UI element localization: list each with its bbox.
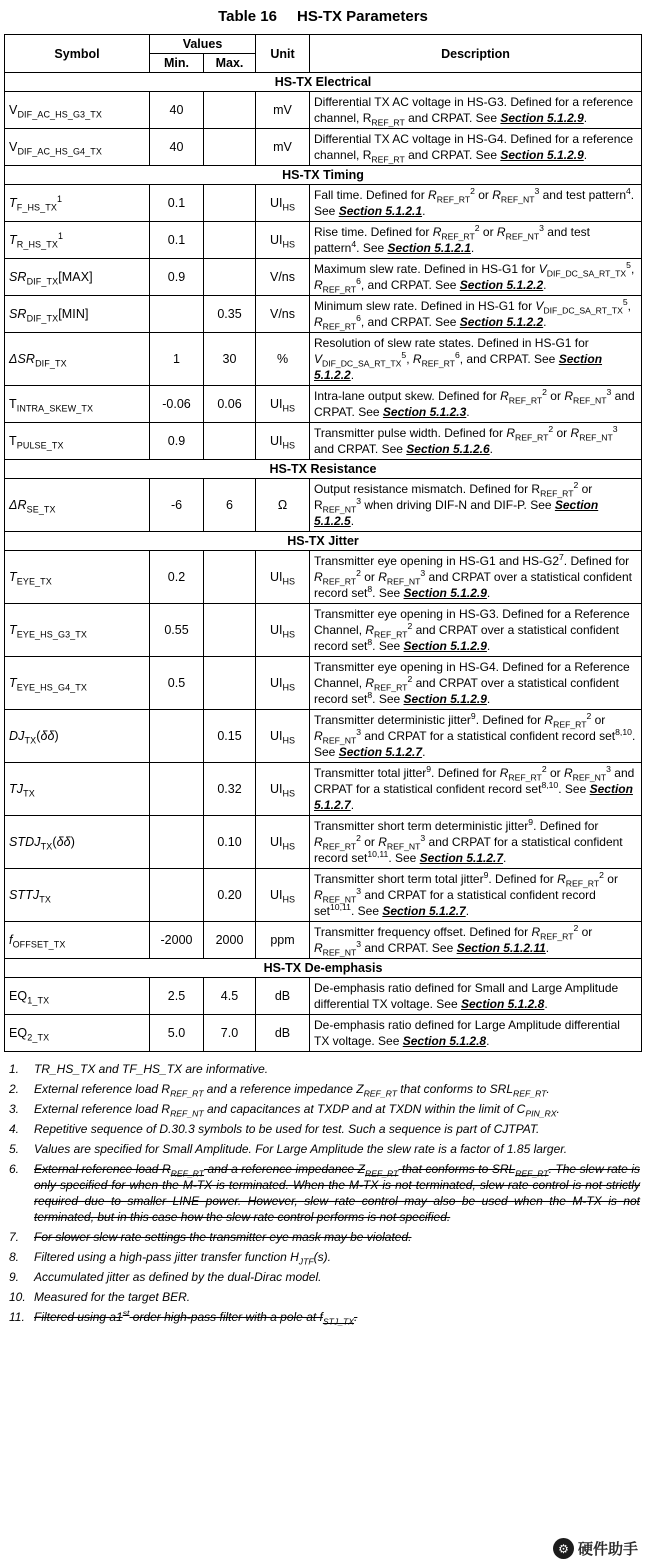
max-value-cell: 0.06 <box>204 386 256 423</box>
footnote <box>9 1249 642 1265</box>
parameters-table <box>4 34 642 1052</box>
description-cell: Maximum slew rate. Defined in HS-G1 for $V_{DIF\_DC\_SA\_RT\_TX}^5$, $R_{REF\_RT}^6$, and CRPAT. See Section 5.1.2.2. <box>310 259 642 296</box>
table-row <box>5 92 642 129</box>
unit-cell: $UI_{HS}$ <box>256 604 310 657</box>
description-cell: Transmitter eye opening in HS-G1 and $HS-G2^7$. Defined for $R_{REF\_RT}^2$ or $R_{REF\_NT}^3$ and CRPAT over a statistical confident record set$^8$. See Section 5.1.2.9. <box>310 551 642 604</box>
max-value-cell <box>204 657 256 710</box>
footnote-text: External reference load $R_{REF\_NT}$ and capacitances at TXDP and at TXDN within the limit of $C_{PIN\_RX}$. <box>34 1102 560 1119</box>
min-value-cell <box>150 296 204 333</box>
max-value-cell <box>204 92 256 129</box>
symbol-cell: $T_{F\_HS\_TX}^1$ <box>5 185 150 222</box>
table-row <box>5 978 642 1015</box>
max-value-cell <box>204 423 256 460</box>
description-cell: Transmitter eye opening in HS-G3. Defined for a Reference Channel, $R_{REF\_RT}^2$ and CRPAT over a statistical confident record set$^8$. See Section 5.1.2.9. <box>310 604 642 657</box>
unit-cell: $UI_{HS}$ <box>256 710 310 763</box>
footnote-text: External reference load $R_{REF\_RT}$ and a reference impedance $Z_{REF\_RT}$ that conforms to $SRL_{REF\_RT}$. <box>34 1082 550 1099</box>
column-header-min: Min. <box>150 54 204 73</box>
footnote-number: 2. <box>9 1082 20 1096</box>
description-cell: Intra-lane output skew. Defined for $R_{REF\_RT}^2$ or $R_{REF\_NT}^3$ and CRPAT. See Section 5.1.2.3. <box>310 386 642 423</box>
footnote <box>9 1141 642 1157</box>
table-row <box>5 763 642 816</box>
description-cell: Rise time. Defined for $R_{REF\_RT}^2$ or $R_{REF\_NT}^3$ and test pattern$^4$. See Section 5.1.2.1. <box>310 222 642 259</box>
unit-cell: $UI_{HS}$ <box>256 763 310 816</box>
symbol-cell: $V_{DIF\_AC\_HS\_G3\_TX}$ <box>5 92 150 129</box>
unit-cell: $UI_{HS}$ <box>256 816 310 869</box>
footnote-text: Accumulated jitter as defined by the dual-Dirac model. <box>34 1270 322 1284</box>
unit-cell: V/ns <box>256 259 310 296</box>
symbol-cell: $T_{R\_HS\_TX}^1$ <box>5 222 150 259</box>
max-value-cell <box>204 551 256 604</box>
footnote-number: 5. <box>9 1142 20 1156</box>
symbol-cell: $DJ_{TX}(\delta\delta)$ <box>5 710 150 763</box>
min-value-cell <box>150 710 204 763</box>
min-value-cell: -6 <box>150 479 204 532</box>
min-value-cell: 0.5 <box>150 657 204 710</box>
unit-cell: $UI_{HS}$ <box>256 657 310 710</box>
footnote-number: 9. <box>9 1270 20 1284</box>
footnote <box>9 1121 642 1137</box>
unit-cell: mV <box>256 129 310 166</box>
table-row <box>5 333 642 386</box>
table-row <box>5 922 642 959</box>
section-row <box>5 166 642 185</box>
symbol-cell: $T_{EYE\_HS\_G4\_TX}$ <box>5 657 150 710</box>
min-value-cell: 40 <box>150 92 204 129</box>
description-cell: Output resistance mismatch. Defined for $R_{REF\_RT}^2$ or $R_{REF\_NT}^3$ when driving DIF-N and DIF-P. See Section 5.1.2.5. <box>310 479 642 532</box>
footnote-number: 7. <box>9 1230 20 1244</box>
table-caption: HS-TX Parameters <box>297 8 428 25</box>
min-value-cell: 5.0 <box>150 1015 204 1052</box>
unit-cell: Ω <box>256 479 310 532</box>
unit-cell: $UI_{HS}$ <box>256 222 310 259</box>
footnote <box>9 1309 642 1325</box>
max-value-cell: 6 <box>204 479 256 532</box>
unit-cell: V/ns <box>256 296 310 333</box>
max-value-cell: 0.20 <box>204 869 256 922</box>
section-row <box>5 959 642 978</box>
table-row <box>5 869 642 922</box>
unit-cell: dB <box>256 978 310 1015</box>
watermark-text: 硬件助手 <box>577 1541 638 1558</box>
table-row <box>5 423 642 460</box>
symbol-cell: $TJ_{TX}$ <box>5 763 150 816</box>
section-title: HS-TX Timing <box>5 166 642 185</box>
min-value-cell <box>150 816 204 869</box>
footnote-number: 6. <box>9 1162 20 1176</box>
section-row <box>5 73 642 92</box>
table-row <box>5 386 642 423</box>
unit-cell: ppm <box>256 922 310 959</box>
unit-cell: $UI_{HS}$ <box>256 551 310 604</box>
min-value-cell <box>150 869 204 922</box>
table-row <box>5 296 642 333</box>
max-value-cell: 0.10 <box>204 816 256 869</box>
watermark <box>549 1538 638 1559</box>
table-row <box>5 479 642 532</box>
min-value-cell: 2.5 <box>150 978 204 1015</box>
column-header-values: Values <box>150 35 256 54</box>
max-value-cell <box>204 259 256 296</box>
min-value-cell: -2000 <box>150 922 204 959</box>
table-row <box>5 1015 642 1052</box>
table-row <box>5 259 642 296</box>
symbol-cell: $STTJ_{TX}$ <box>5 869 150 922</box>
table-row <box>5 816 642 869</box>
symbol-cell: $\Delta SR_{DIF\_TX}$ <box>5 333 150 386</box>
footnote <box>9 1101 642 1117</box>
symbol-cell: $EQ_{1\_TX}$ <box>5 978 150 1015</box>
symbol-cell: $STDJ_{TX}(\delta\delta)$ <box>5 816 150 869</box>
footnote-number: 1. <box>9 1062 20 1076</box>
max-value-cell <box>204 129 256 166</box>
footnote-text: Filtered using a1st order high-pass filter with a pole at $f_{STJ\_TX}$. <box>34 1308 358 1327</box>
watermark-logo-icon: ⚙ <box>553 1538 574 1559</box>
footnotes <box>4 1061 642 1325</box>
column-header-unit: Unit <box>256 35 310 73</box>
symbol-cell: $f_{OFFSET\_TX}$ <box>5 922 150 959</box>
unit-cell: $UI_{HS}$ <box>256 386 310 423</box>
section-title: HS-TX Resistance <box>5 460 642 479</box>
max-value-cell: 2000 <box>204 922 256 959</box>
section-title: HS-TX De-emphasis <box>5 959 642 978</box>
description-cell: Transmitter eye opening in HS-G4. Defined for a Reference Channel, $R_{REF\_RT}^2$ and CRPAT over a statistical confident record set$^8$. See Section 5.1.2.9. <box>310 657 642 710</box>
footnote-number: 4. <box>9 1122 20 1136</box>
unit-cell: $UI_{HS}$ <box>256 423 310 460</box>
min-value-cell: 0.2 <box>150 551 204 604</box>
max-value-cell: 0.35 <box>204 296 256 333</box>
description-cell: Resolution of slew rate states. Defined in HS-G1 for $V_{DIF\_DC\_SA\_RT\_TX}^5$, $R_{REF\_RT}^6$, and CRPAT. See Section 5.1.2.2. <box>310 333 642 386</box>
footnote-text: Values are specified for Small Amplitude. For Large Amplitude the slew rate is a factor of 1.85 larger. <box>34 1142 568 1156</box>
min-value-cell: 0.1 <box>150 222 204 259</box>
table-row <box>5 129 642 166</box>
min-value-cell: 0.55 <box>150 604 204 657</box>
unit-cell: mV <box>256 92 310 129</box>
min-value-cell: -0.06 <box>150 386 204 423</box>
symbol-cell: $V_{DIF\_AC\_HS\_G4\_TX}$ <box>5 129 150 166</box>
footnote <box>9 1289 642 1305</box>
description-cell: Transmitter frequency offset. Defined for $R_{REF\_RT}^2$ or $R_{REF\_NT}^3$ and CRPAT. See Section 5.1.2.11. <box>310 922 642 959</box>
header-row-1 <box>5 35 642 54</box>
symbol-cell: $T_{INTRA\_SKEW\_TX}$ <box>5 386 150 423</box>
description-cell: De-emphasis ratio defined for Small and Large Amplitude differential TX voltage. See Section 5.1.2.8. <box>310 978 642 1015</box>
max-value-cell: 7.0 <box>204 1015 256 1052</box>
description-cell: Fall time. Defined for $R_{REF\_RT}^2$ or $R_{REF\_NT}^3$ and test pattern$^4$. See Section 5.1.2.1. <box>310 185 642 222</box>
table-number: Table 16 <box>218 8 277 25</box>
footnote-number: 8. <box>9 1250 20 1264</box>
table-body <box>5 73 642 1052</box>
max-value-cell: 30 <box>204 333 256 386</box>
column-header-description: Description <box>310 35 642 73</box>
symbol-cell: $SR_{DIF\_TX}[MIN]$ <box>5 296 150 333</box>
max-value-cell: 0.15 <box>204 710 256 763</box>
unit-cell: dB <box>256 1015 310 1052</box>
description-cell: Transmitter short term total jitter$^9$. Defined for $R_{REF\_RT}^2$ or $R_{REF\_NT}^3$ and CRPAT for a statistical confident record set$^{10,11}$. See Section 5.1.2.7. <box>310 869 642 922</box>
max-value-cell <box>204 604 256 657</box>
symbol-cell: $T_{EYE\_TX}$ <box>5 551 150 604</box>
unit-cell: % <box>256 333 310 386</box>
symbol-cell: $T_{PULSE\_TX}$ <box>5 423 150 460</box>
section-row <box>5 460 642 479</box>
footnote <box>9 1269 642 1285</box>
table-row <box>5 222 642 259</box>
table-header <box>5 35 642 73</box>
column-header-max: Max. <box>204 54 256 73</box>
max-value-cell <box>204 222 256 259</box>
description-cell: Transmitter short term deterministic jitter$^9$. Defined for $R_{REF\_RT}^2$ or $R_{REF\_NT}^3$ and CRPAT for a statistical confident record set$^{10,11}$. See Section 5.1.2.7. <box>310 816 642 869</box>
symbol-cell: $SR_{DIF\_TX}[MAX]$ <box>5 259 150 296</box>
description-cell: Differential TX AC voltage in HS-G4. Defined for a reference channel, $R_{REF\_RT}$ and CRPAT. See Section 5.1.2.9. <box>310 129 642 166</box>
min-value-cell: 0.1 <box>150 185 204 222</box>
column-header-symbol: Symbol <box>5 35 150 73</box>
symbol-cell: $EQ_{2\_TX}$ <box>5 1015 150 1052</box>
footnote <box>9 1061 642 1077</box>
footnote-text: Repetitive sequence of D.30.3 symbols to be used for test. Such a sequence is part of CJTPAT. <box>34 1122 540 1136</box>
description-cell: Transmitter pulse width. Defined for $R_{REF\_RT}^2$ or $R_{REF\_NT}^3$ and CRPAT. See Section 5.1.2.6. <box>310 423 642 460</box>
max-value-cell <box>204 185 256 222</box>
footnote-text: For slower slew rate settings the transmitter eye mask may be violated. <box>34 1230 412 1244</box>
footnote-number: 3. <box>9 1102 20 1116</box>
footnote <box>9 1229 642 1245</box>
table-row <box>5 710 642 763</box>
section-title: HS-TX Jitter <box>5 532 642 551</box>
table-row <box>5 604 642 657</box>
table-row <box>5 657 642 710</box>
section-row <box>5 532 642 551</box>
unit-cell: $UI_{HS}$ <box>256 869 310 922</box>
description-cell: Transmitter deterministic jitter$^9$. Defined for $R_{REF\_RT}^2$ or $R_{REF\_NT}^3$ and CRPAT for a statistical confident record set$^{8,10}$. See Section 5.1.2.7. <box>310 710 642 763</box>
footnote-text: External reference load $R_{REF\_RT}$ and a reference impedance $Z_{REF\_RT}$ that conforms to $SRL_{REF\_RT}$. The slew rate is only specified for when the M-TX is terminated. When the M-TX is not terminated, slew rate control is not strictly required due to smaller LINE power. However, slew rate control may also be used when the M-TX is not terminated, but in this case how the slew rate control performs is not specified. <box>34 1162 640 1224</box>
description-cell: De-emphasis ratio defined for Large Amplitude differential TX voltage. See Section 5.1.2.8. <box>310 1015 642 1052</box>
footnote-number: 11. <box>9 1310 25 1324</box>
section-title: HS-TX Electrical <box>5 73 642 92</box>
min-value-cell: 0.9 <box>150 259 204 296</box>
min-value-cell: 0.9 <box>150 423 204 460</box>
unit-cell: $UI_{HS}$ <box>256 185 310 222</box>
footnote-text: Measured for the target BER. <box>34 1290 191 1304</box>
symbol-cell: $T_{EYE\_HS\_G3\_TX}$ <box>5 604 150 657</box>
min-value-cell <box>150 763 204 816</box>
min-value-cell: 40 <box>150 129 204 166</box>
description-cell: Transmitter total jitter$^9$. Defined for $R_{REF\_RT}^2$ or $R_{REF\_NT}^3$ and CRPAT for a statistical confident record set$^{8,10}$. See Section 5.1.2.7. <box>310 763 642 816</box>
footnote-text: Filtered using a high-pass jitter transfer function $H_{JTF}(s)$. <box>34 1250 331 1267</box>
footnote <box>9 1161 642 1225</box>
symbol-cell: $\Delta R_{SE\_TX}$ <box>5 479 150 532</box>
footnote-number: 10. <box>9 1290 26 1304</box>
description-cell: Minimum slew rate. Defined in HS-G1 for $V_{DIF\_DC\_SA\_RT\_TX}^5$, $R_{REF\_RT}^6$, and CRPAT. See Section 5.1.2.2. <box>310 296 642 333</box>
table-title <box>4 6 642 34</box>
table-row <box>5 551 642 604</box>
footnote <box>9 1081 642 1097</box>
min-value-cell: 1 <box>150 333 204 386</box>
max-value-cell: 0.32 <box>204 763 256 816</box>
description-cell: Differential TX AC voltage in HS-G3. Defined for a reference channel, $R_{REF\_RT}$ and CRPAT. See Section 5.1.2.9. <box>310 92 642 129</box>
table-row <box>5 185 642 222</box>
max-value-cell: 4.5 <box>204 978 256 1015</box>
footnote-text: TR_HS_TX and TF_HS_TX are informative. <box>34 1062 269 1076</box>
